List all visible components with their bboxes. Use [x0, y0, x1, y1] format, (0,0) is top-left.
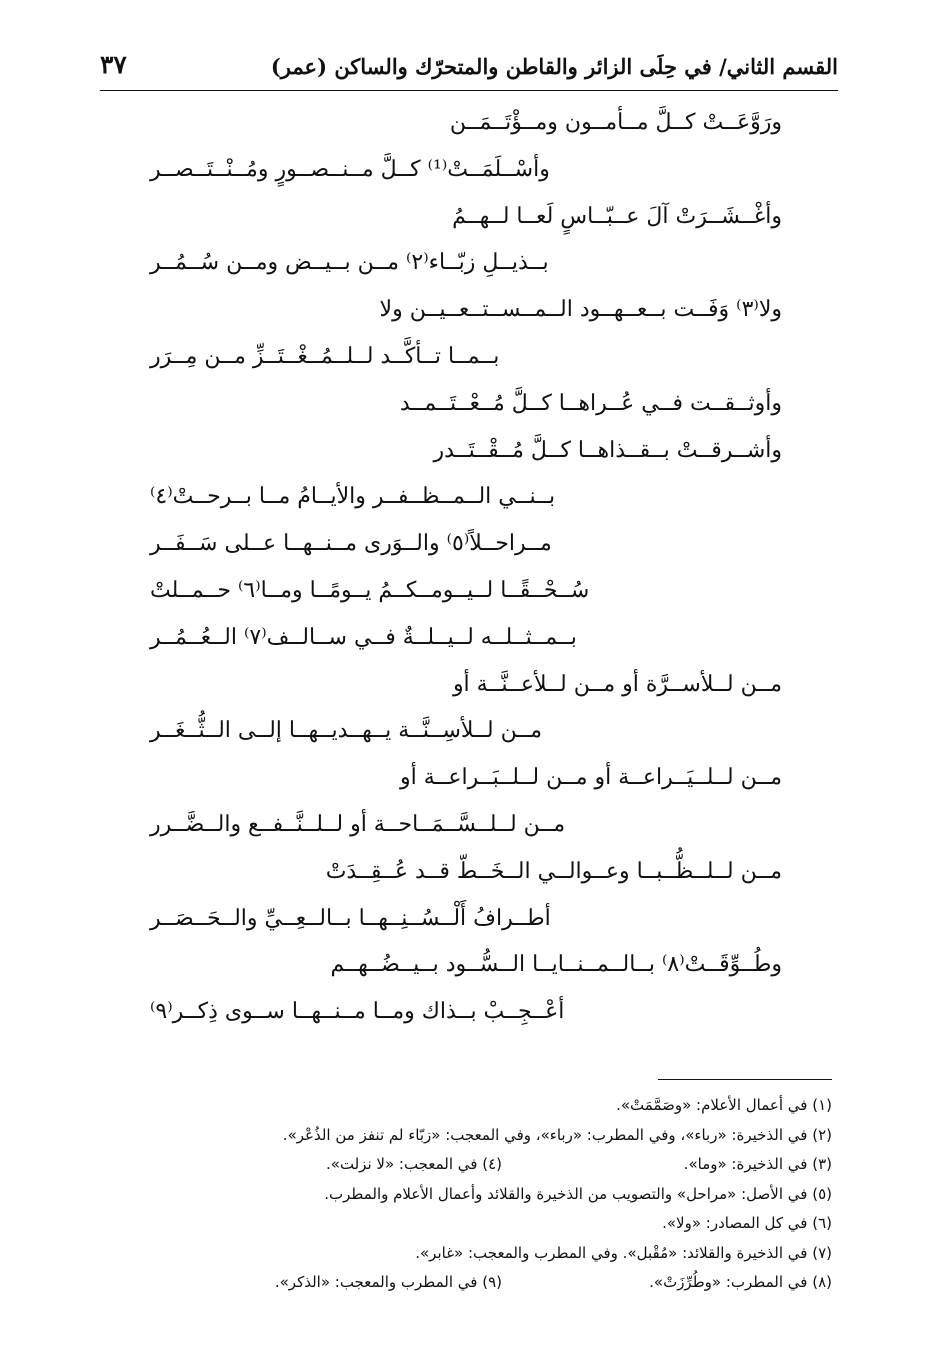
verse-line — [150, 849, 782, 896]
verse-text: وأشــرقــتْ بــقــذاهــا كــلَّ مُــقْــتَــدر — [433, 437, 782, 463]
verse-text: مــن لــلأسِــنَّــة يــهــديــهــا إلــى الــثُّــغَــر — [150, 718, 543, 744]
verse-line — [150, 240, 782, 287]
footnote-pair — [132, 1268, 832, 1298]
verse-text: ورَوَّعَــتْ كــلَّ مــأمــون ومــؤْتَــمَــن — [449, 110, 782, 135]
verse-line — [150, 287, 782, 334]
verse-line — [150, 755, 782, 802]
verse-text: أعْــجِــبْ بــذاك ومــا مــنــهــا ســوى ذِكــر⁽٩⁾ — [150, 999, 565, 1025]
verse-text: مــن لــلــيَــراعــة أو مــن لــلــبَــراعــة أو — [399, 765, 782, 791]
page-number: ٣٧ — [100, 50, 127, 79]
footnote: (٥) في الأصل: «مراحل» والتصويب من الذخيرة والقلائد وأعمال الأعلام والمطرب. — [324, 1184, 832, 1203]
verse-text: أطــرافُ أَلْــسُــنِــهــا بــالــعِــيِّ والــحَــصَــر — [150, 905, 551, 931]
verse-line — [150, 708, 782, 755]
verse-text: وأوثــقــت فــي عُــراهــا كــلَّ مُــعْــتَــمــد — [399, 390, 782, 416]
footnote: (٤) في المعجب: «لا نزلت». — [325, 1155, 502, 1173]
verse-line — [150, 615, 782, 662]
footnotes — [132, 1091, 832, 1298]
footnote: (٧) في الذخيرة والقلائد: «مُقْبل». وفي المطرب والمعجب: «غابر». — [415, 1243, 832, 1262]
footnote: (٢) في الذخيرة: «رباء»، وفي المطرب: «رباء»، وفي المعجب: «زبّاء لم تنفز من الذُعْر». — [282, 1125, 832, 1144]
verse-text: بــنــي الــمــظــفــر والأيــامُ مــا بــرحــتْ⁽٤⁾ — [150, 484, 556, 510]
verse-text: مــن لــلــظُّــبــا وعــوالــي الــخَــطّ قــد عُــقِــدَتْ — [325, 858, 782, 884]
footnote-rule — [658, 1079, 832, 1080]
verse-line — [150, 100, 782, 147]
verse-text: مــراحــلاً⁽٥⁾ والــوَرى مــنــهــا عــلى سَــفَــر — [150, 531, 552, 557]
verse-text: وأسْــلَمَــتْ⁽¹⁾ كــلَّ مــنــصــورٍ ومُــنْــتَــصــر — [150, 156, 550, 182]
verse-line — [150, 474, 782, 521]
verse-text: مــن لــلأســرَّة أو مــن لــلأعــنَّــة أو — [452, 671, 782, 697]
verse-line — [150, 662, 782, 709]
verse-line — [150, 194, 782, 241]
footnote-pair — [132, 1150, 832, 1180]
running-title: القسم الثاني/ في حِلَى الزائر والقاطن والمتحرّك والساكن (عمر) — [270, 54, 838, 79]
verse-line — [150, 942, 782, 989]
footnote: (١) في أعمال الأعلام: «وصَمَّمَتْ». — [616, 1096, 832, 1114]
verse-text: بــمــا تــأكَّــد لــلــمُــغْــتَــزِّ مــن مِــرَر — [150, 343, 500, 369]
verse-text: وأغْــشَــرَتْ آلَ عــبّــاسٍ لَعــا لــهــمُ — [452, 203, 782, 229]
verse-text: بــذيــلِ زبّــاء⁽٢⁾ مــن بــيــض ومــن سُــمُــر — [150, 250, 549, 276]
verse-line — [150, 147, 782, 194]
verse-line — [150, 568, 782, 615]
verse-line — [150, 381, 782, 428]
verse-line — [150, 989, 782, 1036]
page-header — [100, 48, 838, 88]
header-rule — [100, 90, 838, 91]
verse-text: مــن لــلــسَّــمَــاحــة أو لــلــنَّــفــع والــضَّــرر — [150, 811, 566, 837]
footnote: (٦) في كل المصادر: «ولا». — [662, 1214, 832, 1232]
verse-text: وطُــوِّقَــتْ⁽٨⁾ بــالــمــنــايــا الــسُّــود بــيــضُــهــم — [330, 952, 782, 978]
verse-line — [150, 521, 782, 568]
verse-line — [150, 802, 782, 849]
footnote: (٣) في الذخيرة: «وما». — [683, 1155, 832, 1173]
verse-line — [150, 334, 782, 381]
verse-line — [150, 896, 782, 943]
footnote: (٨) في المطرب: «وطُرِّزَتْ». — [649, 1273, 832, 1291]
poem — [150, 100, 782, 1036]
verse-text: سُــحْــقًــا لــيــومــكــمُ يــومًــا ومــا⁽٦⁾ حــمــلتْ — [150, 577, 590, 603]
footnote: (٩) في المطرب والمعجب: «الذكر». — [274, 1273, 502, 1291]
verse-line — [150, 428, 782, 475]
verse-text: بــمــثــلــه لــيــلــةٌ فــي ســالــف⁽٧⁾ الــعُــمُــر — [150, 624, 577, 650]
verse-text: ولا⁽٣⁾ وَفَــت بــعــهــود الــمــســتــعــيــن ولا — [379, 297, 782, 323]
